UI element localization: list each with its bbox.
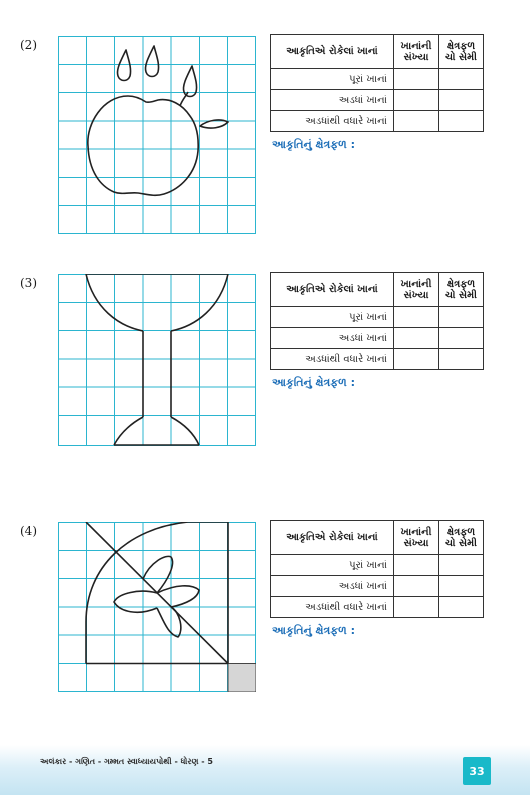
area-label: આકૃતિનું ક્ષેત્રફળ : — [272, 376, 355, 389]
table-row — [271, 90, 484, 111]
row-label: અડધાં ખાનાં — [271, 328, 394, 349]
area-cell[interactable] — [439, 349, 484, 370]
grid-drawing — [58, 274, 256, 446]
area-cell[interactable] — [439, 328, 484, 349]
area-cell[interactable] — [439, 69, 484, 90]
count-cell[interactable] — [394, 90, 439, 111]
table-row — [271, 111, 484, 132]
table-row — [271, 349, 484, 370]
area-label: આકૃતિનું ક્ષેત્રફળ : — [272, 138, 355, 151]
count-cell[interactable] — [394, 69, 439, 90]
table-row — [271, 597, 484, 618]
row-label: અડધાં ખાનાં — [271, 90, 394, 111]
grid-figure-quarter-circle — [58, 522, 256, 692]
area-label: આકૃતિનું ક્ષેત્રફળ : — [272, 624, 355, 637]
count-table — [270, 520, 484, 618]
header-area: ક્ષેત્રફળ ચો સેમી — [439, 521, 484, 555]
area-cell[interactable] — [439, 597, 484, 618]
count-cell[interactable] — [394, 307, 439, 328]
table-row — [271, 328, 484, 349]
page-number-badge: 33 — [463, 757, 491, 785]
count-cell[interactable] — [394, 576, 439, 597]
row-label: પૂરાં ખાનાં — [271, 307, 394, 328]
count-table — [270, 272, 484, 370]
footer-book-title: અલંકાર - ગણિત - ગમ્મત સ્વાધ્યાયપોથી - ધોરણ - 5 — [40, 757, 213, 766]
header-cells-occupied: આકૃતિએ રોકેલાં ખાનાં — [271, 35, 394, 69]
table-row — [271, 555, 484, 576]
header-cells-occupied: આકૃતિએ રોકેલાં ખાનાં — [271, 273, 394, 307]
row-label: અડધાંથી વધારે ખાનાં — [271, 597, 394, 618]
table-row — [271, 69, 484, 90]
area-cell[interactable] — [439, 576, 484, 597]
count-cell[interactable] — [394, 349, 439, 370]
count-cell[interactable] — [394, 111, 439, 132]
grid-figure-goblet — [58, 274, 256, 446]
header-count: ખાનાંની સંખ્યા — [394, 273, 439, 307]
header-area: ક્ષેત્રફળ ચો સેમી — [439, 35, 484, 69]
count-table — [270, 34, 484, 132]
header-count: ખાનાંની સંખ્યા — [394, 521, 439, 555]
question-number: (4) — [20, 524, 37, 538]
question-number: (3) — [20, 276, 37, 290]
grid-drawing — [58, 36, 256, 234]
header-area: ક્ષેત્રફળ ચો સેમી — [439, 273, 484, 307]
table-row — [271, 576, 484, 597]
grid-figure-apple — [58, 36, 256, 234]
header-cells-occupied: આકૃતિએ રોકેલાં ખાનાં — [271, 521, 394, 555]
count-cell[interactable] — [394, 555, 439, 576]
row-label: અડધાંથી વધારે ખાનાં — [271, 111, 394, 132]
area-cell[interactable] — [439, 555, 484, 576]
row-label: અડધાં ખાનાં — [271, 576, 394, 597]
area-cell[interactable] — [439, 307, 484, 328]
header-count: ખાનાંની સંખ્યા — [394, 35, 439, 69]
row-label: અડધાંથી વધારે ખાનાં — [271, 349, 394, 370]
count-cell[interactable] — [394, 597, 439, 618]
table-row — [271, 307, 484, 328]
footer-band — [0, 745, 530, 795]
grid-drawing — [58, 522, 256, 692]
row-label: પૂરાં ખાનાં — [271, 555, 394, 576]
area-cell[interactable] — [439, 90, 484, 111]
area-cell[interactable] — [439, 111, 484, 132]
question-number: (2) — [20, 38, 37, 52]
row-label: પૂરાં ખાનાં — [271, 69, 394, 90]
count-cell[interactable] — [394, 328, 439, 349]
